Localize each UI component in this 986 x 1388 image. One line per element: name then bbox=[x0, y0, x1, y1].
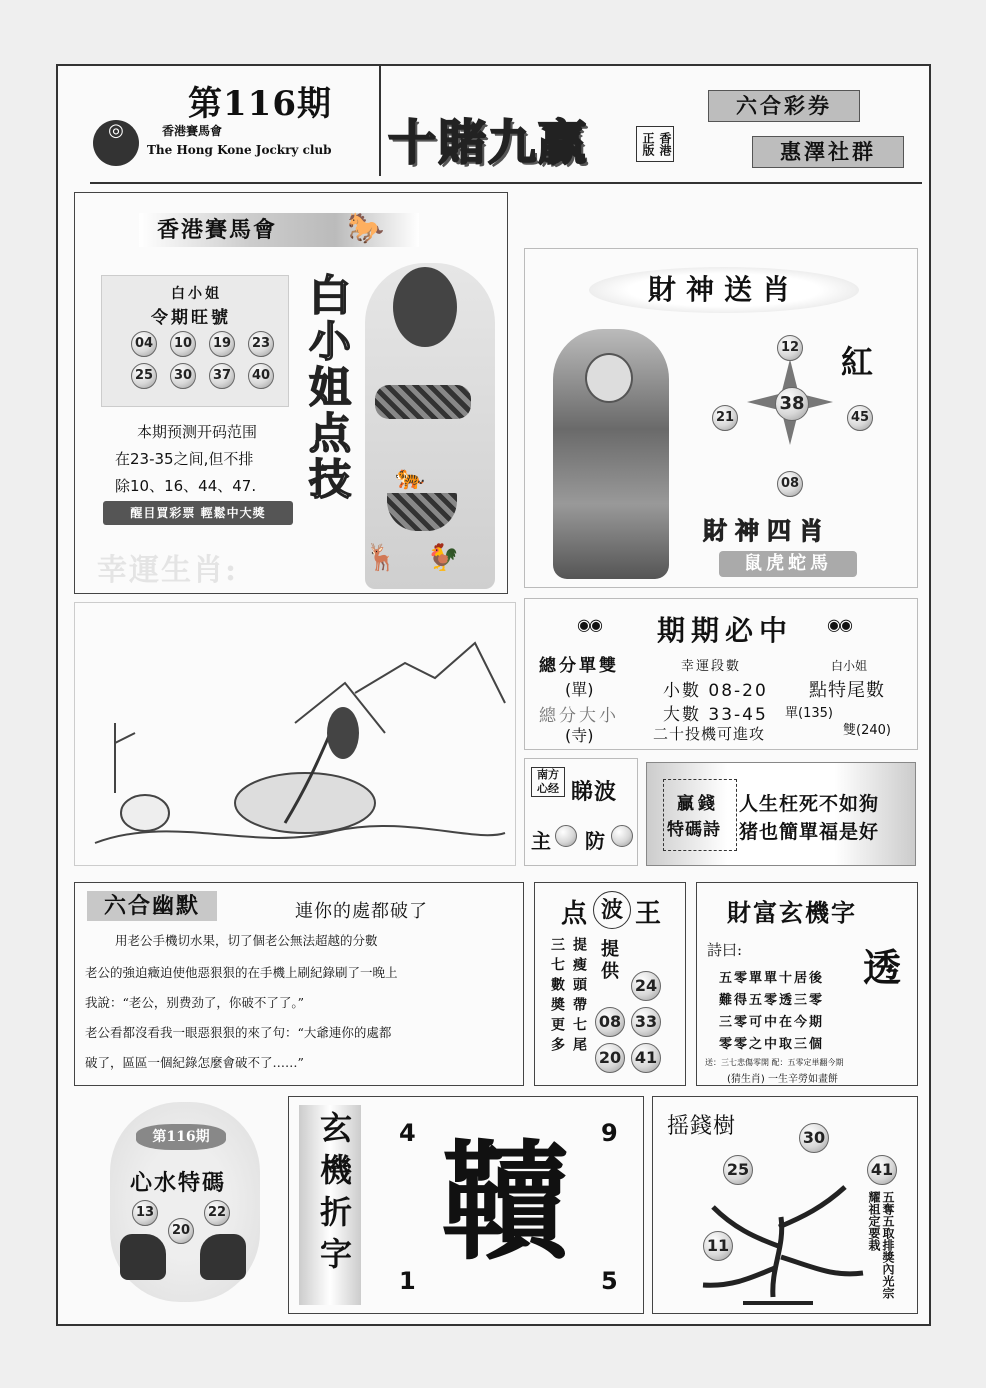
row1-mid: 幸運段數 bbox=[681, 659, 742, 674]
wave-title-a: 点 bbox=[561, 899, 588, 929]
xuanji-num-3: 1 bbox=[399, 1267, 416, 1295]
club-name-en: The Hong Kone Jockry club bbox=[147, 143, 332, 157]
rooster-icon: 🐓 bbox=[427, 543, 460, 573]
row3-right: 單(135) bbox=[785, 706, 833, 721]
panel-money-tree bbox=[652, 1096, 918, 1314]
xuanji-big-char: 韇 bbox=[441, 1128, 570, 1278]
hk-number-7: 37 bbox=[209, 363, 235, 389]
slogan: 醒目買彩票 輕鬆中大獎 bbox=[103, 501, 293, 525]
xuanji-num-1: 4 bbox=[399, 1119, 416, 1147]
panel-humor bbox=[74, 882, 524, 1086]
tree-number-4: 11 bbox=[703, 1231, 733, 1261]
row4-left: (寺) bbox=[565, 726, 594, 745]
hk-number-6: 30 bbox=[170, 363, 196, 389]
wave-title-c: 王 bbox=[635, 899, 662, 929]
wave-verse-col1: 三七數奬更多 bbox=[549, 937, 565, 1057]
wealth-title: 財富玄機字 bbox=[727, 898, 857, 927]
god-face bbox=[585, 353, 633, 403]
issue-number: 第116期 bbox=[188, 84, 332, 124]
deer-icon: 🦌 bbox=[365, 543, 398, 573]
row1-left: 總分單雙 bbox=[539, 656, 619, 676]
girl-subtitle: 令期旺號 bbox=[151, 308, 231, 328]
glove-right-icon bbox=[200, 1234, 246, 1280]
wealth-note-2: (猜生肖) 一生辛勞如畫餅 bbox=[727, 1074, 838, 1085]
god-title: 財神送肖 bbox=[589, 267, 859, 313]
heart-number-1: 13 bbox=[132, 1200, 158, 1226]
wave-number-3: 41 bbox=[631, 1043, 661, 1073]
south-heart-label: 南方心经 bbox=[531, 767, 565, 797]
heart-number-2: 20 bbox=[168, 1218, 194, 1244]
film-icon-right: ◉◉ bbox=[827, 615, 851, 634]
tiger-icon: 🐅 bbox=[395, 463, 425, 491]
panel-heart bbox=[74, 1096, 280, 1310]
hk-number-2: 10 bbox=[170, 331, 196, 357]
color-label: 紅 bbox=[841, 343, 874, 381]
poem-line-2: 猪也簡單福是好 bbox=[739, 821, 880, 843]
hk-number-4: 23 bbox=[248, 331, 274, 357]
poem-intro: 詩曰: bbox=[707, 941, 743, 959]
panel-god-of-wealth bbox=[524, 248, 918, 588]
wealth-line-1: 五零單單十居後 bbox=[719, 971, 825, 986]
bottom-number: 08 bbox=[777, 471, 803, 497]
panel-poem bbox=[646, 762, 916, 866]
wealth-big-char: 透 bbox=[863, 945, 902, 990]
tree-title: 摇錢樹 bbox=[667, 1114, 737, 1139]
hk-number-1: 04 bbox=[131, 331, 157, 357]
tree-side-verse: 五奪五取排獎內光宗耀祖定要栽 bbox=[867, 1191, 895, 1299]
humor-p1: 用老公手機切水果，切了個老公無法超越的分數 bbox=[115, 933, 378, 948]
lottery-tag: 六合彩券 bbox=[708, 90, 860, 122]
wave-verse-col2: 提瘦頭帶七尾 bbox=[571, 937, 587, 1057]
hk-number-8: 40 bbox=[248, 363, 274, 389]
range-line-1: 本期预测开码范围 bbox=[137, 423, 258, 441]
qiqi-title: 期期必中 bbox=[657, 614, 794, 647]
wave-number-2: 33 bbox=[631, 1007, 661, 1037]
row2-right: 點特尾數 bbox=[809, 680, 885, 701]
panel-hk-jockey bbox=[74, 192, 508, 594]
wave-provide: 提供 bbox=[598, 939, 619, 983]
poem-label-1: 贏錢 bbox=[677, 794, 719, 814]
humor-p5: 破了，區區一個紀錄怎麼會破不了……” bbox=[85, 1055, 304, 1070]
girl-side-title: 白小姐点技 bbox=[303, 273, 352, 503]
wealth-line-4: 零零之中取三個 bbox=[719, 1037, 825, 1052]
film-icon-left: ◉◉ bbox=[577, 615, 601, 634]
guard-label: 防 bbox=[585, 829, 605, 853]
panel-qiqi bbox=[524, 598, 918, 750]
hk-number-3: 19 bbox=[209, 331, 235, 357]
model-head bbox=[393, 267, 457, 347]
tree-number-1: 30 bbox=[799, 1123, 829, 1153]
wave-title-b: 波 bbox=[593, 891, 631, 929]
xuanji-num-4: 5 bbox=[601, 1267, 618, 1295]
xuanji-num-2: 9 bbox=[601, 1119, 618, 1147]
landscape-illustration bbox=[75, 603, 515, 865]
main-label: 主 bbox=[531, 829, 551, 853]
heart-title: 心水特碼 bbox=[130, 1170, 227, 1196]
wealth-line-2: 難得五零透三零 bbox=[719, 993, 825, 1008]
left-number: 21 bbox=[712, 405, 738, 431]
bikini-top bbox=[375, 385, 471, 419]
main-title: 十賭九贏 bbox=[388, 115, 589, 171]
top-number: 12 bbox=[777, 335, 803, 361]
hkjc-logo: ◎ bbox=[93, 120, 139, 166]
row3-mid: 大數 33-45 bbox=[663, 705, 768, 725]
four-zodiac-title: 財神四肖 bbox=[703, 516, 831, 545]
header-underline bbox=[90, 182, 922, 184]
poem-line-1: 人生枉死不如狗 bbox=[739, 793, 880, 815]
poem-label-2: 特碼詩 bbox=[667, 820, 721, 840]
center-number: 38 bbox=[775, 387, 809, 421]
glove-left-icon bbox=[120, 1234, 166, 1280]
panel-watch-ball bbox=[524, 758, 638, 866]
humor-p3: 我說：“老公，别费劲了，你破不了了。” bbox=[85, 995, 305, 1010]
wave-number-4: 08 bbox=[595, 1007, 625, 1037]
humor-tag: 六合幽默 bbox=[87, 891, 217, 921]
humor-title: 連你的處都破了 bbox=[295, 901, 428, 922]
horse-icon: 🐎 bbox=[347, 211, 385, 246]
wave-number-1: 24 bbox=[631, 971, 661, 1001]
authentic-stamp: 香港正版 bbox=[636, 126, 674, 162]
row4-right: 雙(240) bbox=[843, 723, 891, 738]
panel-banner: 香港賽馬會 bbox=[139, 213, 419, 247]
row4-mid: 二十投機可進攻 bbox=[653, 725, 766, 743]
wealth-line-3: 三零可中在今期 bbox=[719, 1015, 825, 1030]
hk-number-5: 25 bbox=[131, 363, 157, 389]
wealth-note: 送：三七悲傷零開 配：五零定単翻今期 bbox=[705, 1058, 844, 1067]
row2-left: (單) bbox=[565, 680, 594, 699]
row3-left: 總分大小 bbox=[539, 706, 619, 726]
heart-number-3: 22 bbox=[204, 1200, 230, 1226]
row2-mid: 小數 08-20 bbox=[663, 681, 768, 701]
tree-illustration bbox=[673, 1157, 873, 1307]
lucky-zodiac-label: 幸運生肖: bbox=[97, 553, 239, 588]
header-divider bbox=[379, 66, 381, 176]
row1-right: 白小姐 bbox=[831, 659, 868, 673]
right-number: 45 bbox=[847, 405, 873, 431]
tree-number-2: 25 bbox=[723, 1155, 753, 1185]
wave-number-5: 20 bbox=[595, 1043, 625, 1073]
guard-ball bbox=[611, 825, 633, 847]
panel-xuanji bbox=[288, 1096, 644, 1314]
range-line-2: 在23-35之间,但不排 bbox=[115, 450, 254, 468]
heart-badge: 第116期 bbox=[136, 1124, 226, 1150]
panel-wave-king bbox=[534, 882, 686, 1086]
panel-wealth-char bbox=[696, 882, 918, 1086]
tree-number-3: 41 bbox=[867, 1155, 897, 1185]
four-zodiac-names: 鼠虎蛇馬 bbox=[719, 551, 857, 577]
humor-p4: 老公看都沒看我一眼惡狠狠的來了句：“大爺連你的處都 bbox=[85, 1025, 392, 1040]
club-name-cn: 香港賽馬會 bbox=[162, 124, 223, 138]
panel-landscape bbox=[74, 602, 516, 866]
main-ball bbox=[555, 825, 577, 847]
xuanji-label: 玄機折字 bbox=[315, 1111, 353, 1279]
watch-ball-title: 睇波 bbox=[571, 779, 618, 805]
range-line-3: 除10、16、44、47. bbox=[115, 477, 257, 495]
humor-p2: 老公的強迫癥迫使他惡狠狠的在手機上刷紀錄刷了一晚上 bbox=[85, 965, 398, 980]
community-tag: 惠澤社群 bbox=[752, 136, 904, 168]
girl-title: 白小姐 bbox=[171, 286, 222, 302]
